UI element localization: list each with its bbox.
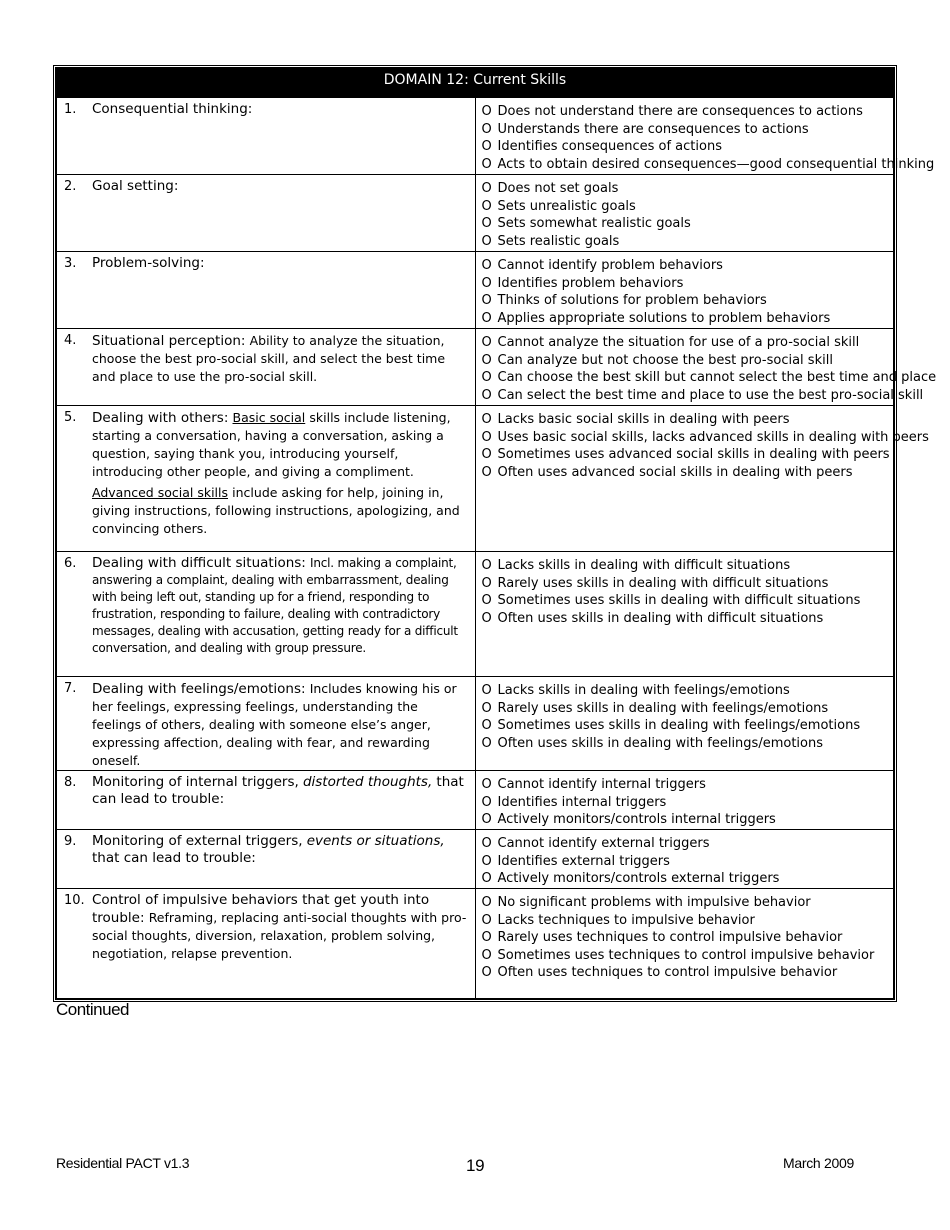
radio-icon: O [481,335,492,350]
options-cell [475,552,894,677]
item-number: 5. [64,410,77,425]
option-list [476,329,937,404]
item-title: Dealing with others: [92,410,229,426]
option[interactable] [482,700,890,718]
radio-icon: O [481,387,492,403]
item-cell [56,175,475,252]
option-label: Rarely uses techniques to control impulsive behavior [497,930,843,946]
header-row [56,68,894,98]
radio-icon: O [481,930,492,946]
radio-icon: O [481,181,492,196]
item-number: 4. [64,333,77,348]
option-label: Cannot identify external triggers [497,836,710,851]
item-title: Dealing with feelings/emotions: [92,681,306,697]
radio-icon: O [481,700,492,716]
option-label: Sets unrealistic goals [497,198,636,214]
option-label: Does not set goals [497,181,619,196]
option[interactable] [481,369,937,387]
table-row [56,252,894,329]
option-label: Identifies internal triggers [497,794,667,810]
option-label: Lacks skills in dealing with feelings/emotions [497,683,790,698]
option[interactable] [482,138,890,156]
table-row [56,889,894,999]
item-title: Goal setting: [92,178,179,194]
radio-icon: O [481,429,492,445]
option[interactable] [482,180,890,198]
item-title-end: that can lead to trouble: [92,850,256,866]
option[interactable] [482,557,890,575]
option[interactable] [482,292,890,310]
option-label: Can choose the best skill but cannot select the best time and place [497,370,937,386]
option-label: Often uses techniques to control impulsive behavior [497,965,838,981]
radio-icon: O [481,895,492,910]
item-description: Ability to analyze the situation, choose the best pro-social skill, and select the best time and place to use the pro-social skill. [92,333,446,384]
item-cell [56,406,475,552]
item-title: Control of impulsive behaviors that get youth into trouble: [92,892,430,926]
option[interactable] [482,794,890,812]
radio-icon: O [481,352,492,368]
option[interactable] [482,352,890,370]
option[interactable] [482,411,890,429]
domain-title: DOMAIN 12: Current Skills [56,68,894,98]
item-cell [56,98,475,175]
item-number: 8. [64,775,77,790]
options-cell [475,889,894,999]
option[interactable] [482,682,890,700]
item-cell [56,889,475,999]
table-row [56,677,894,771]
option[interactable] [482,835,890,853]
item-number: 2. [64,179,77,194]
option[interactable] [482,121,890,139]
option-list [476,252,894,327]
option[interactable] [482,592,890,610]
footer-document-name: Residential PACT v1.3 [56,1155,190,1171]
item-number: 9. [64,834,77,849]
option-label: Thinks of solutions for problem behaviors [497,293,767,309]
radio-icon: O [481,947,492,963]
option-label: Sometimes uses skills in dealing with feelings/emotions [497,718,861,734]
item-cell [56,677,475,771]
radio-icon: O [481,258,492,273]
radio-icon: O [481,558,492,573]
radio-icon: O [481,156,492,172]
option-label: Rarely uses skills in dealing with feelings/emotions [497,700,829,716]
option-label: No significant problems with impulsive behavior [497,895,811,910]
table-row [56,406,894,552]
option-label: Sometimes uses techniques to control impulsive behavior [497,947,875,963]
advanced-social-label: Advanced social skills [92,485,229,500]
radio-icon: O [481,198,492,214]
option-label: Uses basic social skills, lacks advanced skills in dealing with peers [497,429,929,445]
item-title: Consequential thinking: [92,101,253,117]
footer-page-number: 19 [466,1156,485,1175]
option-label: Can select the best time and place to use the best pro-social skill [497,387,924,403]
radio-icon: O [481,293,492,309]
item-number: 3. [64,256,77,271]
option[interactable] [482,776,890,794]
option[interactable] [482,811,890,829]
item-cell [56,252,475,329]
option-label: Acts to obtain desired consequences—good consequential thinking [497,156,935,172]
option[interactable] [481,429,929,447]
item-cell [56,771,475,830]
option-label: Cannot analyze the situation for use of a pro-social skill [497,335,860,350]
item-description: Reframing, replacing anti-social thoughts with pro-social thoughts, diversion, relaxation, problem solving, negotiation, relapse prevention. [92,910,467,961]
option-label: Lacks skills in dealing with difficult situations [497,558,791,573]
item-number: 1. [64,102,77,117]
item-title: Problem-solving: [92,255,205,271]
option[interactable] [482,575,890,593]
radio-icon: O [481,139,492,155]
table-row [56,830,894,889]
options-cell [475,677,894,771]
option-label: Lacks basic social skills in dealing with peers [497,412,790,427]
table-row [56,175,894,252]
option[interactable] [482,103,890,121]
radio-icon: O [481,370,492,386]
option[interactable] [482,446,890,464]
item-description: skills include listening, starting a conversation, having a conversation, asking a question, saying thank you, introducing yourself, introducing other people, and giving a compliment. [92,410,451,479]
option-label: Cannot identify internal triggers [497,777,706,792]
radio-icon: O [481,718,492,734]
option[interactable] [482,257,890,275]
item-cell [56,830,475,889]
option-label: Rarely uses skills in dealing with difficult situations [497,575,829,591]
option-label: Sometimes uses advanced social skills in dealing with peers [497,447,890,463]
option-label: Identifies problem behaviors [497,275,684,291]
option-list [476,98,935,173]
option[interactable] [482,198,890,216]
item-cell [56,329,475,406]
option[interactable] [482,334,890,352]
item-number: 7. [64,681,77,696]
option-list [476,552,894,627]
option-label: Identifies consequences of actions [497,139,722,155]
radio-icon: O [481,812,492,828]
option[interactable] [482,233,890,251]
radio-icon: O [481,464,492,480]
option[interactable] [482,947,890,965]
radio-icon: O [481,233,492,249]
option-label: Cannot identify problem behaviors [497,258,723,273]
option-label: Sets realistic goals [497,233,620,249]
radio-icon: O [481,777,492,792]
option-label: Actively monitors/controls internal triggers [497,812,776,828]
option[interactable] [482,464,890,482]
option[interactable] [481,156,935,174]
option-list [476,175,894,250]
option-label: Understands there are consequences to actions [497,121,809,137]
options-cell [475,175,894,252]
option-label: Identifies external triggers [497,853,670,869]
radio-icon: O [481,575,492,591]
radio-icon: O [481,216,492,232]
option[interactable] [482,735,890,753]
option-label: Lacks techniques to impulsive behavior [497,912,755,928]
footer-date: March 2009 [783,1155,854,1171]
option[interactable] [482,870,890,888]
radio-icon: O [481,121,492,137]
radio-icon: O [481,735,492,751]
table-row [56,771,894,830]
options-cell [475,98,935,175]
table-row [56,329,894,406]
option-list [476,830,894,888]
option[interactable] [482,275,890,293]
option[interactable] [482,912,890,930]
option[interactable] [482,310,890,328]
option[interactable] [482,717,890,735]
item-cell [56,552,475,677]
item-title-end: that can lead to trouble: [92,774,464,807]
options-cell [475,830,894,889]
item-title: Situational perception: [92,333,246,349]
table-row [56,98,894,175]
option[interactable] [482,215,890,233]
radio-icon: O [481,836,492,851]
item-description: include asking for help, joining in, giving instructions, following instructions, apologizing, and convincing others. [92,485,460,536]
option-list [476,889,894,982]
radio-icon: O [481,853,492,869]
basic-social-label: Basic social [232,410,306,425]
radio-icon: O [481,610,492,626]
option-label: Applies appropriate solutions to problem behaviors [497,310,831,326]
option-label: Sometimes uses skills in dealing with difficult situations [497,593,861,609]
option-label: Sets somewhat realistic goals [497,216,691,232]
option-list [476,406,929,481]
radio-icon: O [481,683,492,698]
item-title: Monitoring of internal triggers, [92,774,299,790]
item-description: Incl. making a complaint, answering a complaint, dealing with embarrassment, dealing with being left out, standing up for a friend, responding to frustration, responding to failure, dealing with contradictory messages, dealing with accusation, getting ready for a difficult conversation, and dealing with group pressure. [92,556,458,655]
item-title-emphasis: events or situations, [306,833,445,849]
radio-icon: O [481,275,492,291]
radio-icon: O [481,593,492,609]
options-cell [475,252,894,329]
option-list [476,771,894,829]
radio-icon: O [481,794,492,810]
radio-icon: O [481,447,492,463]
option-label: Actively monitors/controls external triggers [497,871,780,887]
domain-table [55,67,937,1000]
options-cell [475,406,929,552]
option-label: Can analyze but not choose the best pro-social skill [497,352,833,368]
radio-icon: O [481,912,492,928]
radio-icon: O [481,310,492,326]
option[interactable] [482,894,890,912]
table-row [56,552,894,677]
item-number: 6. [64,556,77,571]
option[interactable] [482,610,890,628]
option[interactable] [482,853,890,871]
item-title: Monitoring of external triggers, [92,833,303,849]
option[interactable] [482,964,890,982]
radio-icon: O [481,412,492,427]
options-cell [475,329,937,406]
option-label: Does not understand there are consequences to actions [497,104,863,119]
item-title-emphasis: distorted thoughts, [302,774,433,790]
item-number: 10. [64,893,85,908]
option[interactable] [481,387,924,405]
radio-icon: O [481,104,492,119]
option-list [476,677,894,752]
continued-label: Continued [56,1000,130,1019]
option-label: Often uses skills in dealing with feelings/emotions [497,735,823,751]
item-description: Includes knowing his or her feelings, expressing feelings, understanding the feelings of others, dealing with someone else’s anger, expressing affection, dealing with fear, and rewarding oneself. [92,681,457,768]
radio-icon: O [481,965,492,981]
option-label: Often uses advanced social skills in dealing with peers [497,464,853,480]
radio-icon: O [481,871,492,887]
item-title: Dealing with difficult situations: [92,555,306,571]
options-cell [475,771,894,830]
option[interactable] [482,929,890,947]
option-label: Often uses skills in dealing with difficult situations [497,610,824,626]
